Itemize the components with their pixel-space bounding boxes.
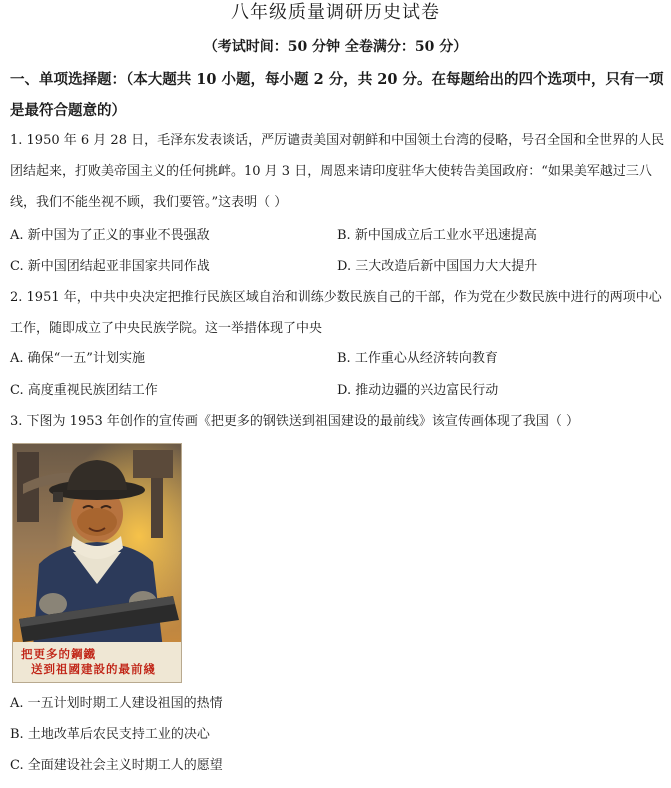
question-2-option-d[interactable]: D. 推动边疆的兴边富民行动 xyxy=(337,383,499,398)
propaganda-poster-image xyxy=(12,443,182,683)
question-3-option-c[interactable]: C. 全面建设社会主义时期工人的愿望 xyxy=(10,758,223,773)
question-3-option-b[interactable]: B. 土地改革后农民支持工业的决心 xyxy=(10,727,210,742)
question-3-option-a[interactable]: A. 一五计划时期工人建设祖国的热情 xyxy=(10,696,223,711)
question-1-option-c[interactable]: C. 新中国团结起亚非国家共同作战 xyxy=(10,259,210,274)
question-2-option-b[interactable]: B. 工作重心从经济转向教育 xyxy=(337,351,498,366)
question-2-option-a[interactable]: A. 确保“一五”计划实施 xyxy=(10,351,145,366)
poster-caption xyxy=(21,647,181,677)
poster-caption-line-1: 把更多的鋼鐵 xyxy=(21,647,96,661)
exam-title: 八年级质量调研历史试卷 xyxy=(231,2,440,23)
poster-caption-line-2: 送到祖國建設的最前綫 xyxy=(31,662,156,676)
question-1-option-a[interactable]: A. 新中国为了正义的事业不畏强敌 xyxy=(10,228,210,243)
question-1-option-b[interactable]: B. 新中国成立后工业水平迅速提高 xyxy=(337,228,537,243)
exam-subtitle: （考试时间：50 分钟 全卷满分：50 分） xyxy=(203,39,468,55)
section-heading: 一、单项选择题：（本大题共 10 小题，每小题 2 分，共 20 分。在每题给出的四个选项中，只有一项是最符合题意的） xyxy=(10,71,664,119)
question-2-stem: 2. 1951 年，中共中央决定把推行民族区域自治和训练少数民族自己的干部，作为党在少数民族中进行的两项中心工作，随即成立了中央民族学院。这一举措体现了中央 xyxy=(10,290,662,336)
question-3-stem: 3. 下图为 1953 年创作的宣传画《把更多的钢铁送到祖国建设的最前线》该宣传画体现了我国（ ） xyxy=(10,414,580,429)
question-1-option-d[interactable]: D. 三大改造后新中国国力大大提升 xyxy=(337,259,538,274)
question-1-stem: 1. 1950 年 6 月 28 日，毛泽东发表谈话，严厉谴责美国对朝鲜和中国领土台湾的侵略，号召全国和全世界的人民团结起来，打败美帝国主义的任何挑衅。10 月 3 日，周恩来请印度驻华大使转告美国政府：“如果美军越过三八线，我们不能坐视不顾，我们要管。”这表明（ ） xyxy=(10,133,665,210)
question-2-option-c[interactable]: C. 高度重视民族团结工作 xyxy=(10,383,158,398)
